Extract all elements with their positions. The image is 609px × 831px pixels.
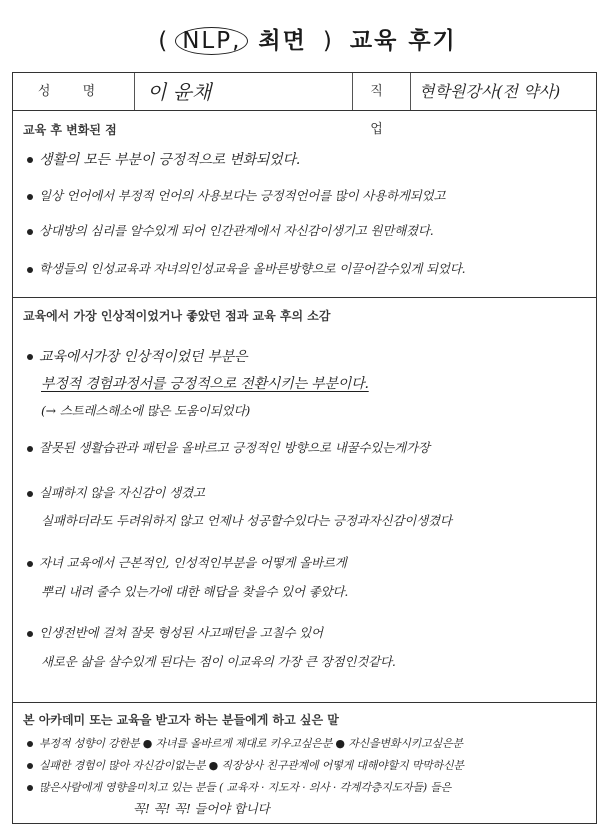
list-item: 인생전반에 걸쳐 잘못 형성된 사고패턴을 고칠수 있어 <box>27 623 323 641</box>
bullet-icon <box>27 229 33 235</box>
list-item: 실패하더라도 두려워하지 않고 언제나 성공할수있다는 긍정과자신감이생겼다 <box>41 513 452 528</box>
bullet-icon <box>27 194 33 200</box>
bullet-icon <box>27 631 33 637</box>
review-form <box>12 72 597 824</box>
list-item: 자녀 교육에서 근본적인, 인성적인부분을 어떻게 올바르게 <box>27 553 347 571</box>
list-item: 부정적 경험과정서를 긍정적으로 전환시키는 부분이다. <box>41 376 369 392</box>
title-close-paren: ) <box>322 28 334 54</box>
list-item: 상대방의 심리를 알수있게 되어 인간관계에서 자신감이생기고 원만해졌다. <box>27 221 434 239</box>
section-impressions-heading: 교육에서 가장 인상적이었거나 좋았던 점과 교육 후의 소감 <box>23 309 331 323</box>
bullet-icon <box>27 157 33 163</box>
bullet-icon <box>27 491 33 497</box>
list-item: 실패하지 않을 자신감이 생겼고 <box>27 483 205 501</box>
list-item: 교육에서가장 인상적이었던 부분은 <box>27 346 247 366</box>
list-item: 일상 언어에서 부정적 언어의 사용보다는 긍정적언어를 많이 사용하게되었고 <box>27 186 445 204</box>
job-label: 직 업 <box>353 73 411 110</box>
list-item: 꼭! 꼭! 꼭! 들어야 합니다 <box>133 801 270 816</box>
list-item: 많은사람에게 영향을미치고 있는 분들 ( 교육자 · 지도자 · 의사 · 각계각층지도자들) 들은 <box>27 779 451 795</box>
name-value: 이 윤채 <box>135 73 353 110</box>
list-item: 잘못된 생활습관과 패턴을 올바르고 긍정적인 방향으로 내꿀수있는게가장 <box>27 438 430 456</box>
list-item: 부정적 성향이 강한분 ● 자녀를 올바르게 제대로 키우고싶은분 ● 자신을변화시키고싶은분 <box>27 735 463 751</box>
list-item: 새로운 삶을 살수있게 된다는 점이 이교육의 가장 큰 장점인것같다. <box>41 654 396 669</box>
list-item: 실패한 경험이 많아 자신감이없는분 ● 직장상사 친구관계에 어떻게 대해야할지 막막하신분 <box>27 757 464 773</box>
job-value: 현학원강사(전 약사) <box>419 82 561 101</box>
list-item: 생활의 모든 부분이 긍정적으로 변화되었다. <box>27 149 300 169</box>
section-impressions <box>13 298 596 703</box>
bullet-icon <box>27 267 33 273</box>
section-changes <box>13 111 596 298</box>
section-changes-heading: 교육 후 변화된 점 <box>23 123 117 137</box>
bullet-icon <box>27 446 33 452</box>
bullet-icon <box>27 785 33 791</box>
section-message <box>13 703 596 823</box>
list-item: 뿌리 내려 줄수 있는가에 대한 해답을 찾을수 있어 좋았다. <box>41 584 349 599</box>
title-nlp-circled: NLP, <box>175 27 248 55</box>
section-message-heading: 본 아카데미 또는 교육을 받고자 하는 분들에게 하고 싶은 말 <box>23 713 339 727</box>
title-suffix: 교육 후기 <box>349 28 457 54</box>
list-item: (→ 스트레스해소에 많은 도움이되었다) <box>41 403 251 418</box>
title-hypnosis: 최면 <box>258 28 307 54</box>
name-label: 성 명 <box>13 73 135 110</box>
page-title <box>0 22 609 55</box>
bullet-icon <box>27 561 33 567</box>
title-open-paren: ( <box>158 28 170 54</box>
bullet-icon <box>27 354 33 360</box>
list-item: 학생들의 인성교육과 자녀의인성교육을 올바른방향으로 이끌어갈수있게 되었다. <box>27 259 465 277</box>
bullet-icon <box>27 741 33 747</box>
bullet-icon <box>27 763 33 769</box>
